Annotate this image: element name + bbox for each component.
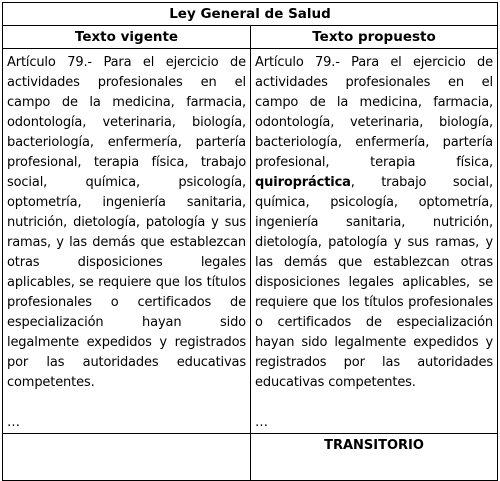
proposed-text-before: Artículo 79.- Para el ejercicio de actividades profesionales en el campo de la medicina, farmacia, odontología, veterinaria, biología, bacteriología, enfermería, partería profesional, terapia física, — [255, 55, 493, 170]
header-row — [3, 26, 498, 49]
document-page — [2, 2, 497, 481]
header-proposed-text: Texto propuesto — [251, 26, 498, 49]
body-row — [3, 49, 498, 434]
comparison-table — [2, 2, 498, 481]
footer-left-cell — [3, 434, 251, 481]
footer-row — [3, 434, 498, 481]
title-row — [3, 3, 498, 26]
table-title: Ley General de Salud — [3, 3, 498, 26]
proposed-text-highlight: quiropráctica — [255, 175, 351, 190]
current-text-cell — [3, 49, 251, 434]
header-current-text: Texto vigente — [3, 26, 251, 49]
proposed-ellipsis: … — [255, 415, 268, 430]
proposed-article-text — [255, 53, 493, 393]
transitorio-heading: TRANSITORIO — [251, 434, 498, 481]
proposed-text-after: , trabajo social, química, psicología, optometría, ingeniería sanitaria, nutrición, dietología, patología y sus ramas, y las demás que establezcan otras disposiciones legales aplicables, se requiere que los títulos profesionales o certificados de especialización hayan sido legalmente expedidos y registrados por las autoridades educativas competentes. — [255, 175, 493, 390]
proposed-text-cell — [251, 49, 498, 434]
current-article-text: Artículo 79.- Para el ejercicio de actividades profesionales en el campo de la medicina, farmacia, odontología, veterinaria, biología, bacteriología, enfermería, partería profesional, terapia física, trabajo social, química, psicología, optometría, ingeniería sanitaria, nutrición, dietología, patología y sus ramas, y las demás que establezcan otras disposiciones legales aplicables, se requiere que los títulos profesionales o certificados de especialización hayan sido legalmente expedidos y registrados por las autoridades educativas competentes. — [7, 55, 246, 390]
current-ellipsis: … — [7, 415, 20, 430]
